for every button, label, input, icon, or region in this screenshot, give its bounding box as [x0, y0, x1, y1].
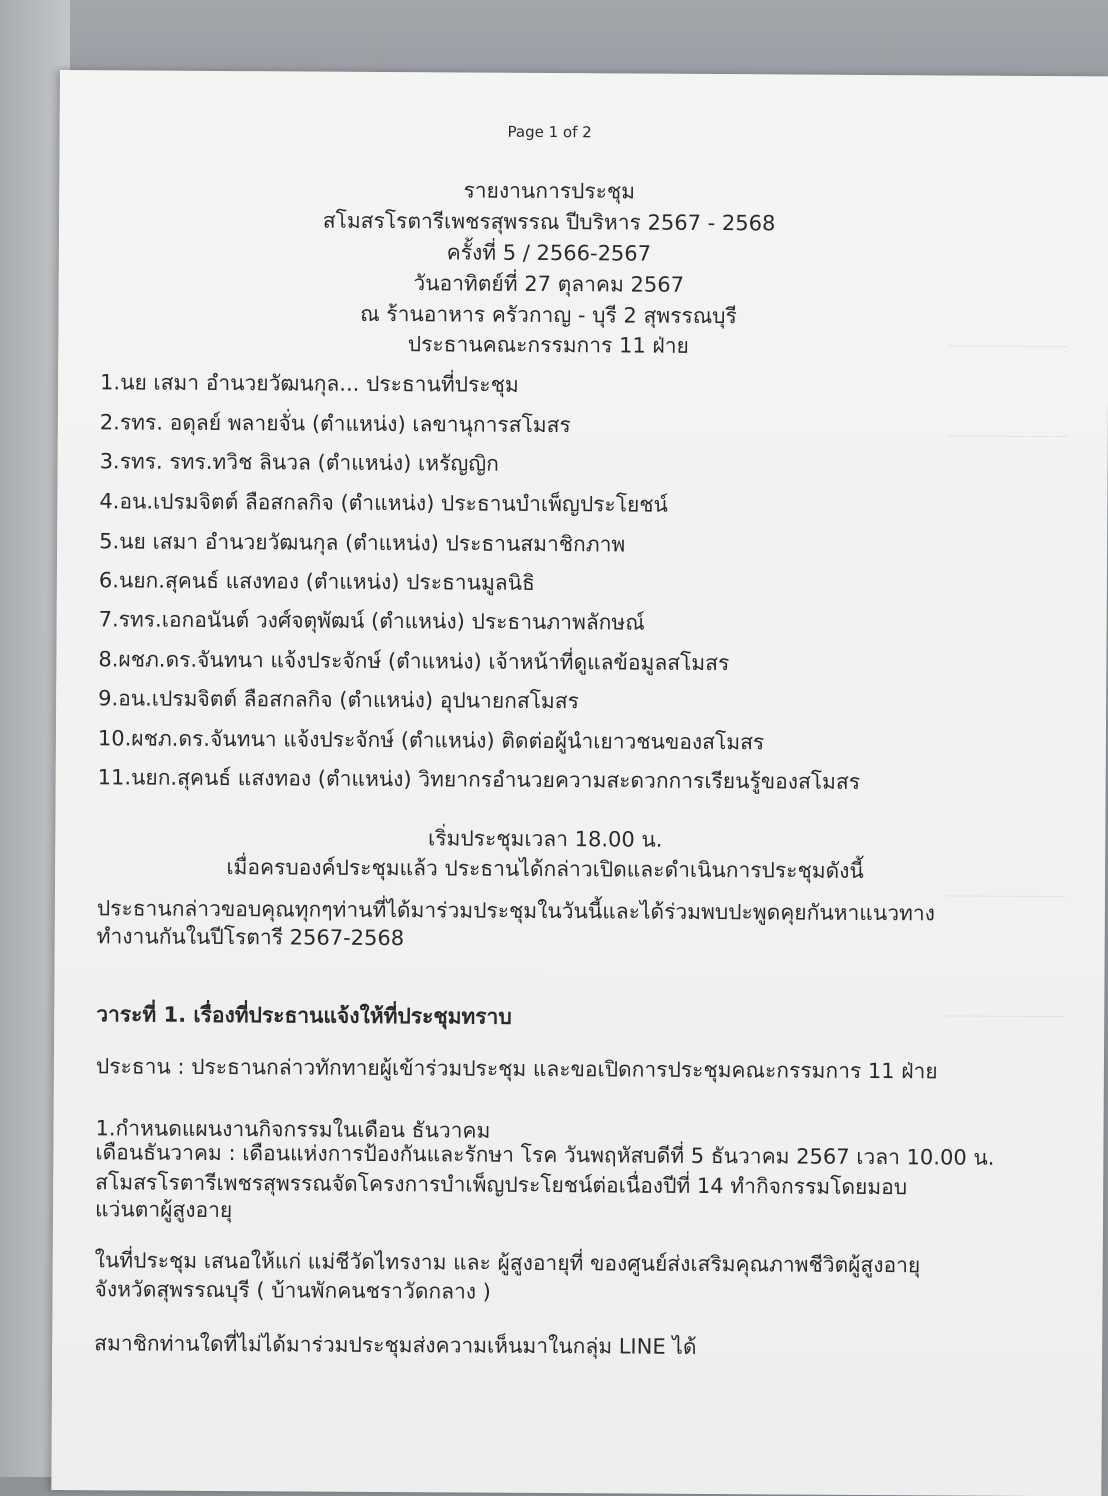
report-title: รายงานการประชุม: [463, 178, 636, 204]
attendee-4: 4.อน.เปรมจิตต์ ลือสกลกิจ (ตำแหน่ง) ประธานบำเพ็ญประโยชน์: [99, 489, 669, 517]
attendee-1: 1.นย เสมา อำนวยวัฒนกุล... ประธานที่ประชุม: [100, 370, 519, 397]
attendee-9: 9.อน.เปรมจิตต์ ลือสกลกิจ (ตำแหน่ง) อุปนายกสโมสร: [98, 686, 579, 714]
attendee-3: 3.รทร. รทร.ทวิช ลินวล (ตำแหน่ง) เหรัญญิก: [99, 449, 499, 476]
attendee-6: 6.นยก.สุคนธ์ แสงทอง (ตำแหน่ง) ประธานมูลนิธิ: [98, 568, 535, 595]
agenda-item-1-line-3: แว่นตาผู้สูงอายุ: [94, 1197, 233, 1223]
agenda-1-heading: วาระที่ 1. เรื่องที่ประธานแจ้งให้ที่ประชุมทราบ: [96, 1002, 512, 1029]
attendee-5: 5.นย เสมา อำนวยวัฒนกุล (ตำแหน่ง) ประธานสมาชิกภาพ: [99, 529, 626, 557]
proposal-line-1: ในที่ประชุม เสนอให้แก่ แม่ชีวัดไทรงาม และ ผู้สูงอายุที่ ของศูนย์ส่งเสริมคุณภาพชีวิตผู้สูงอายุ: [94, 1248, 921, 1278]
document-page: [51, 70, 1108, 1496]
attendee-10: 10.ผชภ.ดร.จันทนา แจ้งประจักษ์ (ตำแหน่ง) ติดต่อผู้นำเยาวชนของสโมสร: [97, 726, 765, 755]
meeting-venue: ณ ร้านอาหาร ครัวกาญ - บุรี 2 สุพรรณบุรี: [360, 301, 737, 329]
show-through-mark: [945, 895, 1065, 897]
attendee-8: 8.ผชภ.ดร.จันทนา แจ้งประจักษ์ (ตำแหน่ง) เจ้าหน้าที่ดูแลข้อมูลสโมสร: [98, 647, 730, 676]
agenda-item-1-title: 1.กำหนดแผนงานกิจกรรมในเดือน ธันวาคม: [95, 1116, 491, 1143]
thanks-line-2: ทำงานกันในปีโรตารี 2567-2568: [96, 924, 405, 951]
proposal-line-2: จังหวัดสุพรรณบุรี ( บ้านพักคนชราวัดกลาง ): [94, 1277, 491, 1304]
desk-background: [0, 0, 1108, 80]
chair-statement: ประธาน : ประธานกล่าวทักทายผู้เข้าร่วมประชุม และขอเปิดการประชุมคณะกรรมการ 11 ฝ่าย: [95, 1054, 938, 1084]
page-number: Page 1 of 2: [507, 122, 592, 142]
show-through-mark: [944, 1015, 1064, 1017]
attendee-7: 7.รทร.เอกอนันต์ วงศ์จตุพัฒน์ (ตำแหน่ง) ประธานภาพลักษณ์: [98, 607, 645, 635]
agenda-item-1-line-1: เดือนธันวาคม : เดือนแห่งการป้องกันและรักษา โรค วันพฤหัสบดีที่ 5 ธันวาคม 2567 เวลา 10.00 น.: [95, 1140, 995, 1170]
club-name: สโมสรโรตารีเพชรสุพรรณ ปีบริหาร 2567 - 2568: [322, 208, 776, 236]
start-time: เริ่มประชุมเวลา 18.00 น.: [428, 826, 663, 852]
thanks-line-1: ประธานกล่าวขอบคุณทุกๆท่านที่ได้มาร่วมประชุมในวันนี้และได้ร่วมพบปะพูดคุยกันหาแนวทาง: [96, 896, 936, 926]
session-number: ครั้งที่ 5 / 2566-2567: [446, 240, 652, 266]
line-group-note: สมาชิกท่านใดที่ไม่ได้มาร่วมประชุมส่งความเห็นมาในกลุ่ม LINE ได้: [94, 1331, 697, 1359]
show-through-mark: [948, 435, 1068, 437]
quorum-statement: เมื่อครบองค์ประชุมแล้ว ประธานได้กล่าวเปิดและดำเนินการประชุมดังนี้: [226, 855, 864, 883]
meeting-date: วันอาทิตย์ที่ 27 ตุลาคม 2567: [413, 271, 685, 297]
attendee-2: 2.รทร. อดุลย์ พลายจั่น (ตำแหน่ง) เลขานุการสโมสร: [99, 410, 571, 438]
committee-line: ประธานคณะกรรมการ 11 ฝ่าย: [407, 332, 689, 358]
attendee-11: 11.นยก.สุคนธ์ แสงทอง (ตำแหน่ง) วิทยากรอำนวยความสะดวกการเรียนรู้ของสโมสร: [97, 765, 861, 794]
agenda-item-1-line-2: สโมสรโรตารีเพชรสุพรรณจัดโครงการบำเพ็ญประโยชน์ต่อเนื่องปีที่ 14 ทำกิจกรรมโดยมอบ: [95, 1170, 908, 1200]
